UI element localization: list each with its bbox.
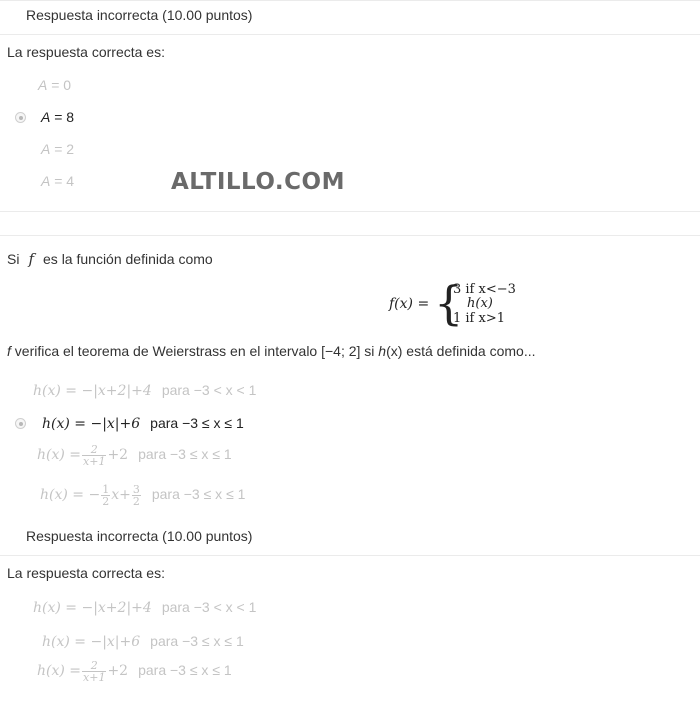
divider [0, 211, 700, 212]
piecewise-brace: { [434, 276, 464, 330]
radio-button[interactable] [15, 418, 26, 429]
answer-h-abs-x-plus-2: h(x) = −|x+2|+4 para −3 < x < 1 [33, 599, 257, 616]
feedback-incorrect: Respuesta incorrecta (10.00 puntos) [26, 7, 253, 23]
option-a-0: A = 0 [38, 77, 72, 93]
answer-h-fraction: h(x) = $\frac{2}{x+1}$ +2 para −3 ≤ x ≤ 1 [37, 659, 232, 684]
answer-h-abs-x-plus-6: h(x) = −|x|+6 para −3 ≤ x ≤ 1 [42, 633, 244, 650]
radio-button[interactable] [15, 112, 26, 123]
option-h-fraction: h(x) = $\frac{2}{x+1}$ +2 para −3 ≤ x ≤ 1 [37, 443, 232, 468]
option-h-abs-x-plus-2: h(x) = −|x+2|+4 para −3 < x < 1 [33, 382, 257, 399]
divider [0, 34, 700, 35]
correct-answer-label: La respuesta correcta es: [7, 44, 165, 60]
function-definition-lhs: f(x) = [389, 296, 430, 312]
piece-2: h(x) [467, 296, 493, 311]
option-h-abs-x-plus-6: h(x) = −|x|+6 para −3 ≤ x ≤ 1 [42, 415, 244, 432]
piece-3: 1 if x>1 [453, 311, 505, 326]
option-a-2: A = 2 [41, 141, 75, 157]
option-a-4: A = 4 [41, 173, 75, 189]
divider [0, 555, 700, 556]
watermark: ALTILLO.COM [171, 169, 345, 195]
divider [0, 0, 700, 1]
question-intro: Si f es la función definida como [7, 250, 213, 268]
correct-answer-label: La respuesta correcta es: [7, 565, 165, 581]
option-h-linear: h(x) = − $\frac{1}{2}$ x+ $\frac{3}{2}$ para −3 ≤ x ≤ 1 [40, 483, 246, 508]
question-statement: f verifica el teorema de Weierstrass en el intervalo [−4; 2] si h(x) está definida como... [7, 343, 536, 359]
divider [0, 235, 700, 236]
piece-1: 3 if x<−3 [453, 282, 516, 297]
option-a-8: A = 8 [41, 109, 75, 125]
feedback-incorrect: Respuesta incorrecta (10.00 puntos) [26, 528, 253, 544]
